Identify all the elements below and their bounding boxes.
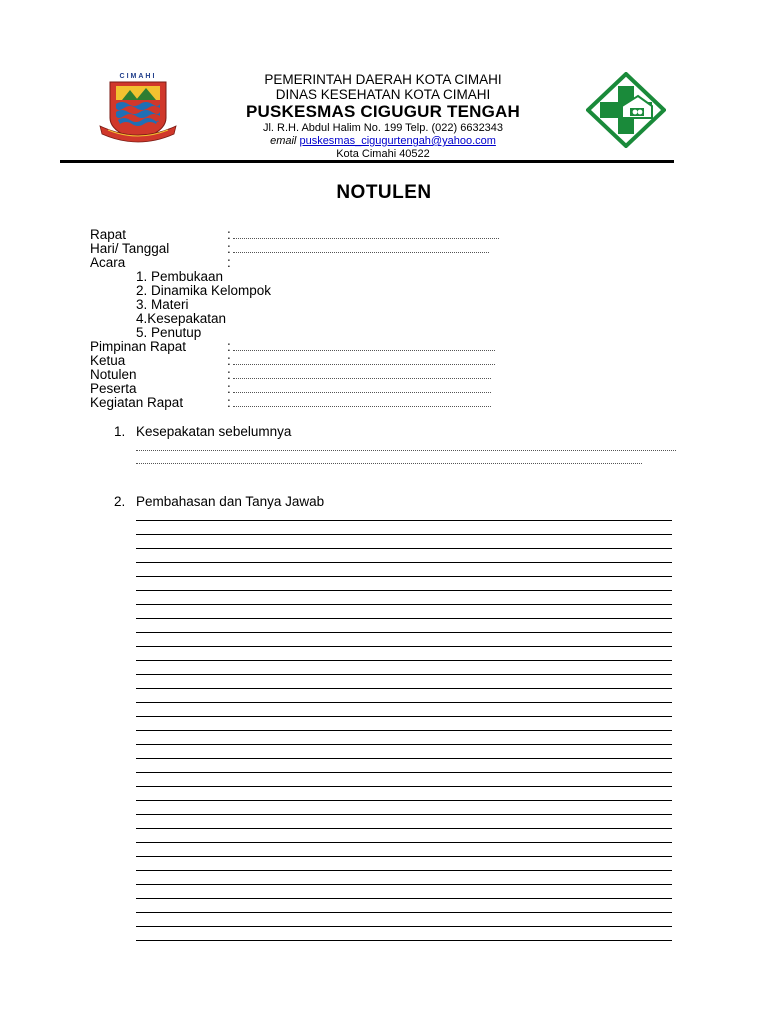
field-rapat-blank[interactable] xyxy=(233,229,499,239)
writing-line[interactable] xyxy=(136,604,672,605)
writing-line[interactable] xyxy=(136,814,672,815)
institution-name: PUSKESMAS CIGUGUR TENGAH xyxy=(246,102,520,121)
field-pimpinan-label: Pimpinan Rapat xyxy=(90,339,187,354)
city: Kota Cimahi 40522 xyxy=(336,148,430,160)
writing-line[interactable] xyxy=(136,646,672,647)
writing-line[interactable] xyxy=(136,520,672,521)
writing-line[interactable] xyxy=(136,758,672,759)
field-kegiatan-label: Kegiatan Rapat xyxy=(90,395,184,410)
writing-line[interactable] xyxy=(136,856,672,857)
agenda-item: 1. Pembukaan xyxy=(136,269,224,284)
writing-line[interactable] xyxy=(136,562,672,563)
writing-line[interactable] xyxy=(136,800,672,801)
email-label: email xyxy=(270,135,297,147)
field-ketua-label: Ketua xyxy=(90,353,126,368)
section-1-blank-line[interactable] xyxy=(136,450,676,451)
field-hari-tanggal-blank[interactable] xyxy=(233,243,489,253)
writing-line[interactable] xyxy=(136,912,672,913)
writing-line[interactable] xyxy=(136,730,672,731)
field-rapat-label: Rapat xyxy=(90,227,127,242)
field-pimpinan-blank[interactable] xyxy=(233,341,495,351)
section-label: Kesepakatan sebelumnya xyxy=(136,424,292,439)
section-number: 2. xyxy=(114,494,126,509)
cimahi-city-seal-logo xyxy=(96,70,180,146)
government-name: PEMERINTAH DAERAH KOTA CIMAHI xyxy=(264,72,502,87)
header-divider xyxy=(60,160,674,163)
section-number: 1. xyxy=(114,424,126,439)
writing-line[interactable] xyxy=(136,926,672,927)
field-peserta-label: Peserta xyxy=(90,381,137,396)
email-line xyxy=(190,135,576,148)
field-rapat: Rapat : xyxy=(90,228,499,242)
writing-line[interactable] xyxy=(136,576,672,577)
logo-cimahi-text: CIMAHI xyxy=(119,73,157,80)
field-ketua-blank[interactable] xyxy=(233,355,495,365)
writing-line[interactable] xyxy=(136,842,672,843)
field-hari-tanggal-label: Hari/ Tanggal xyxy=(90,241,170,256)
writing-line[interactable] xyxy=(136,660,672,661)
section-pembahasan xyxy=(114,494,324,509)
field-hari-tanggal: Hari/ Tanggal : xyxy=(90,242,489,256)
writing-line[interactable] xyxy=(136,702,672,703)
letterhead xyxy=(190,72,576,161)
writing-line[interactable] xyxy=(136,772,672,773)
writing-line[interactable] xyxy=(136,786,672,787)
writing-line[interactable] xyxy=(136,674,672,675)
field-peserta-blank[interactable] xyxy=(233,383,491,393)
document-title: NOTULEN xyxy=(336,182,432,203)
writing-line[interactable] xyxy=(136,898,672,899)
address: Jl. R.H. Abdul Halim No. 199 Telp. (022) 6632343 xyxy=(262,122,504,134)
field-acara: Acara : xyxy=(90,255,231,270)
writing-line[interactable] xyxy=(136,618,672,619)
agenda-item: 2. Dinamika Kelompok xyxy=(136,283,272,298)
writing-line[interactable] xyxy=(136,940,672,941)
writing-line[interactable] xyxy=(136,688,672,689)
field-pimpinan: Pimpinan Rapat : xyxy=(90,340,495,354)
field-kegiatan: Kegiatan Rapat : xyxy=(90,396,491,410)
field-peserta: Peserta : xyxy=(90,382,491,396)
section-kesepakatan xyxy=(114,424,291,439)
writing-line[interactable] xyxy=(136,884,672,885)
agenda-item: 3. Materi xyxy=(136,297,189,312)
writing-line[interactable] xyxy=(136,828,672,829)
puskesmas-logo xyxy=(586,72,666,148)
writing-line[interactable] xyxy=(136,590,672,591)
writing-line[interactable] xyxy=(136,744,672,745)
writing-line[interactable] xyxy=(136,870,672,871)
field-ketua: Ketua : xyxy=(90,354,495,368)
section-1-blank-line[interactable] xyxy=(136,463,642,464)
writing-line[interactable] xyxy=(136,632,672,633)
section-label: Pembahasan dan Tanya Jawab xyxy=(136,494,325,509)
field-acara-label: Acara xyxy=(90,255,126,270)
field-kegiatan-blank[interactable] xyxy=(233,397,491,407)
writing-line[interactable] xyxy=(136,534,672,535)
email-link[interactable]: puskesmas_cigugurtengah@yahoo.com xyxy=(299,135,496,147)
field-notulen-blank[interactable] xyxy=(233,369,491,379)
field-notulen: Notulen : xyxy=(90,368,491,382)
writing-line[interactable] xyxy=(136,548,672,549)
agenda-item: 5. Penutup xyxy=(136,325,202,340)
field-notulen-label: Notulen xyxy=(90,367,137,382)
department-name: DINAS KESEHATAN KOTA CIMAHI xyxy=(275,87,491,102)
agenda-item: 4.Kesepakatan xyxy=(136,311,227,326)
writing-line[interactable] xyxy=(136,716,672,717)
